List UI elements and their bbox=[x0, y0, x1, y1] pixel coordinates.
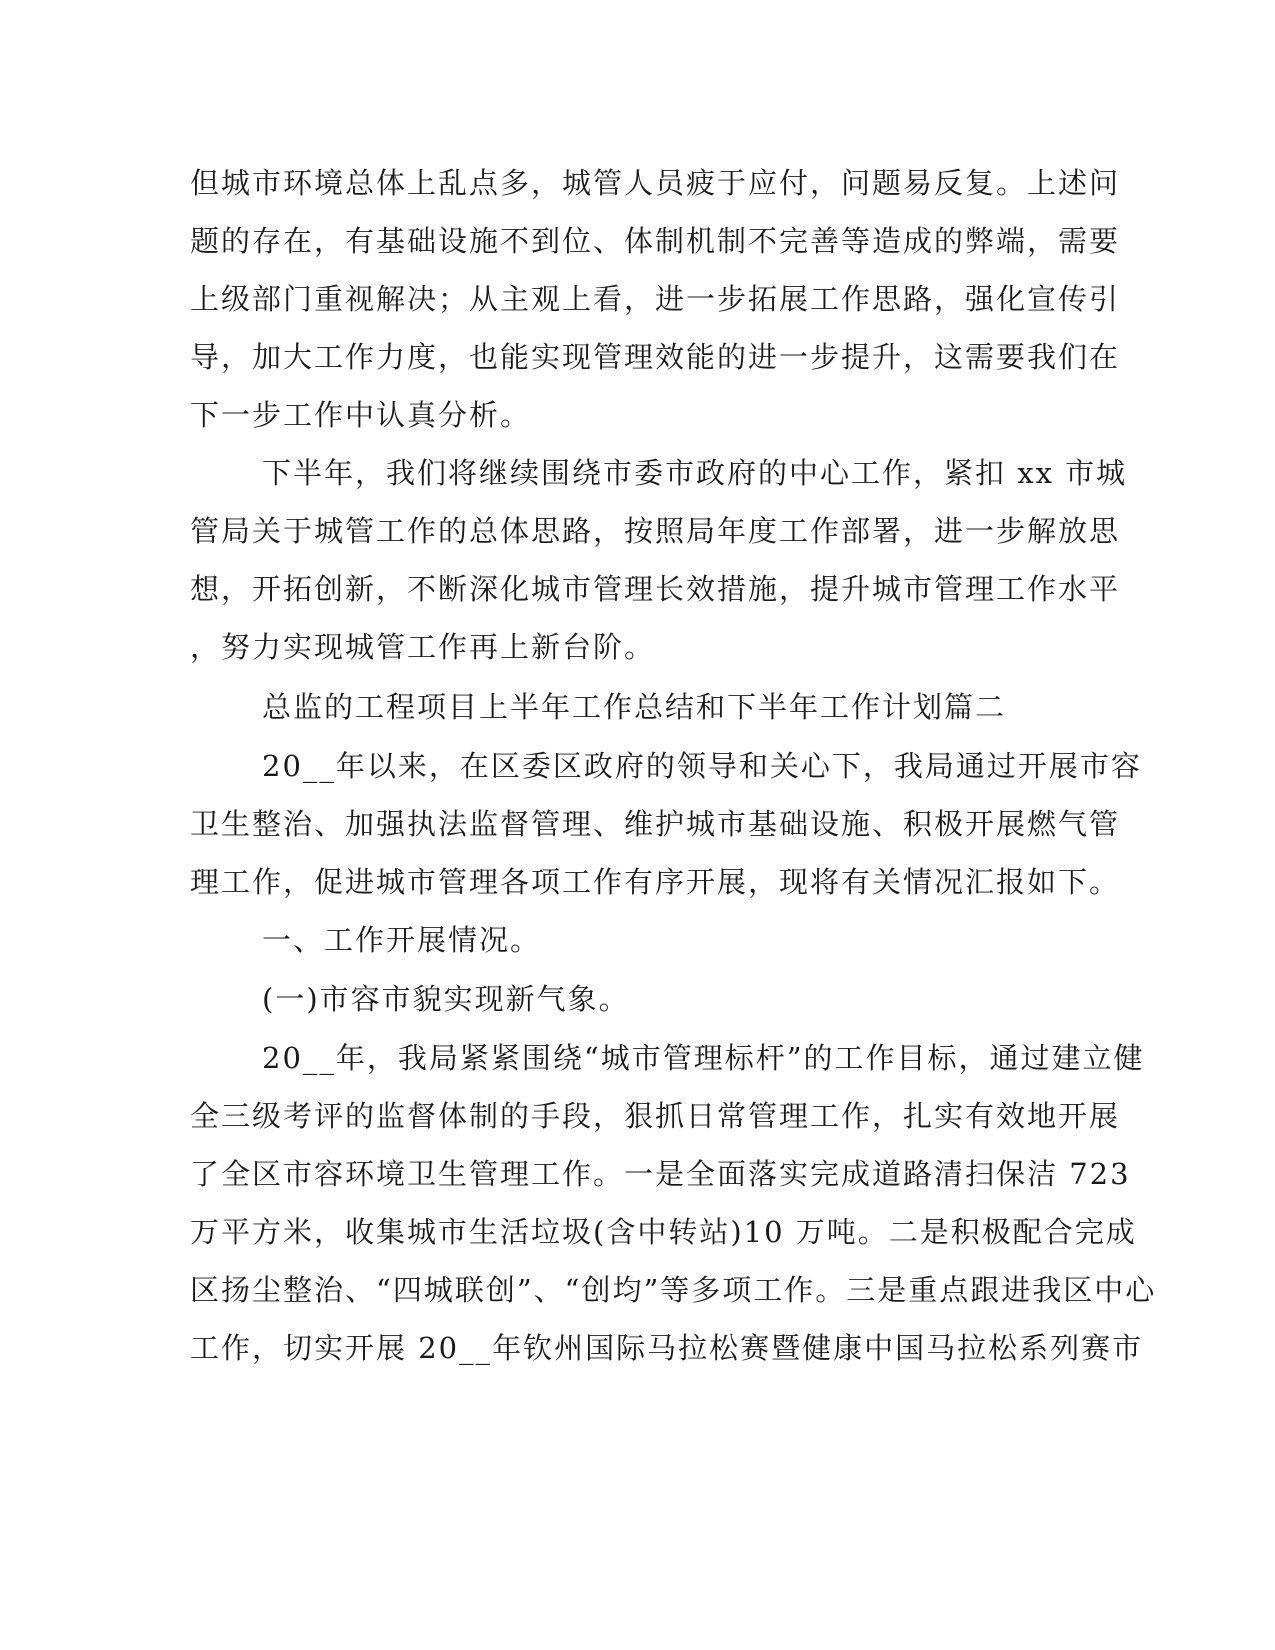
text-line: 全三级考评的监督体制的手段，狠抓日常管理工作，扎实有效地开展 bbox=[190, 1099, 1121, 1133]
paragraph-first-line: 下半年，我们将继续围绕市委市政府的中心工作，紧扣 xx 市城 bbox=[262, 456, 1128, 490]
text-line: 理工作，促进城市管理各项工作有序开展，现将有关情况汇报如下。 bbox=[190, 865, 1121, 899]
text-line: 上级部门重视解决；从主观上看，进一步拓展工作思路，强化宣传引 bbox=[190, 282, 1121, 316]
heading-level-1: 一、工作开展情况。 bbox=[262, 923, 542, 957]
heading-level-2: (一)市容市貌实现新气象。 bbox=[262, 982, 630, 1016]
text-line: 管局关于城管工作的总体思路，按照局年度工作部署，进一步解放思 bbox=[190, 514, 1121, 548]
text-line: 工作，切实开展 20__年钦州国际马拉松赛暨健康中国马拉松系列赛市 bbox=[190, 1331, 1144, 1365]
text-line: 题的存在，有基础设施不到位、体制机制不完善等造成的弊端，需要 bbox=[190, 224, 1121, 258]
text-line: ，努力实现城管工作再上新台阶。 bbox=[190, 630, 656, 664]
paragraph-first-line: 20__年，我局紧紧围绕“城市管理标杆”的工作目标，通过建立健 bbox=[262, 1041, 1145, 1075]
text-line: 想，开拓创新，不断深化城市管理长效措施，提升城市管理工作水平 bbox=[190, 572, 1121, 606]
text-line: 万平方米，收集城市生活垃圾(含中转站)10 万吨。二是积极配合完成 bbox=[190, 1215, 1137, 1249]
text-line: 卫生整治、加强执法监督管理、维护城市基础设施、积极开展燃气管 bbox=[190, 807, 1121, 841]
text-line: 下一步工作中认真分析。 bbox=[190, 398, 532, 432]
text-line: 但城市环境总体上乱点多，城管人员疲于应付，问题易反复。上述问 bbox=[190, 166, 1121, 200]
text-line: 区扬尘整治、“四城联创”、“创均”等多项工作。三是重点跟进我区中心 bbox=[190, 1273, 1157, 1307]
text-line: 了全区市容环境卫生管理工作。一是全面落实完成道路清扫保洁 723 bbox=[190, 1157, 1131, 1191]
section-title: 总监的工程项目上半年工作总结和下半年工作计划篇二 bbox=[262, 690, 1007, 724]
text-line: 导，加大工作力度，也能实现管理效能的进一步提升，这需要我们在 bbox=[190, 340, 1121, 374]
paragraph-first-line: 20__年以来，在区委区政府的领导和关心下，我局通过开展市容 bbox=[262, 749, 1142, 783]
